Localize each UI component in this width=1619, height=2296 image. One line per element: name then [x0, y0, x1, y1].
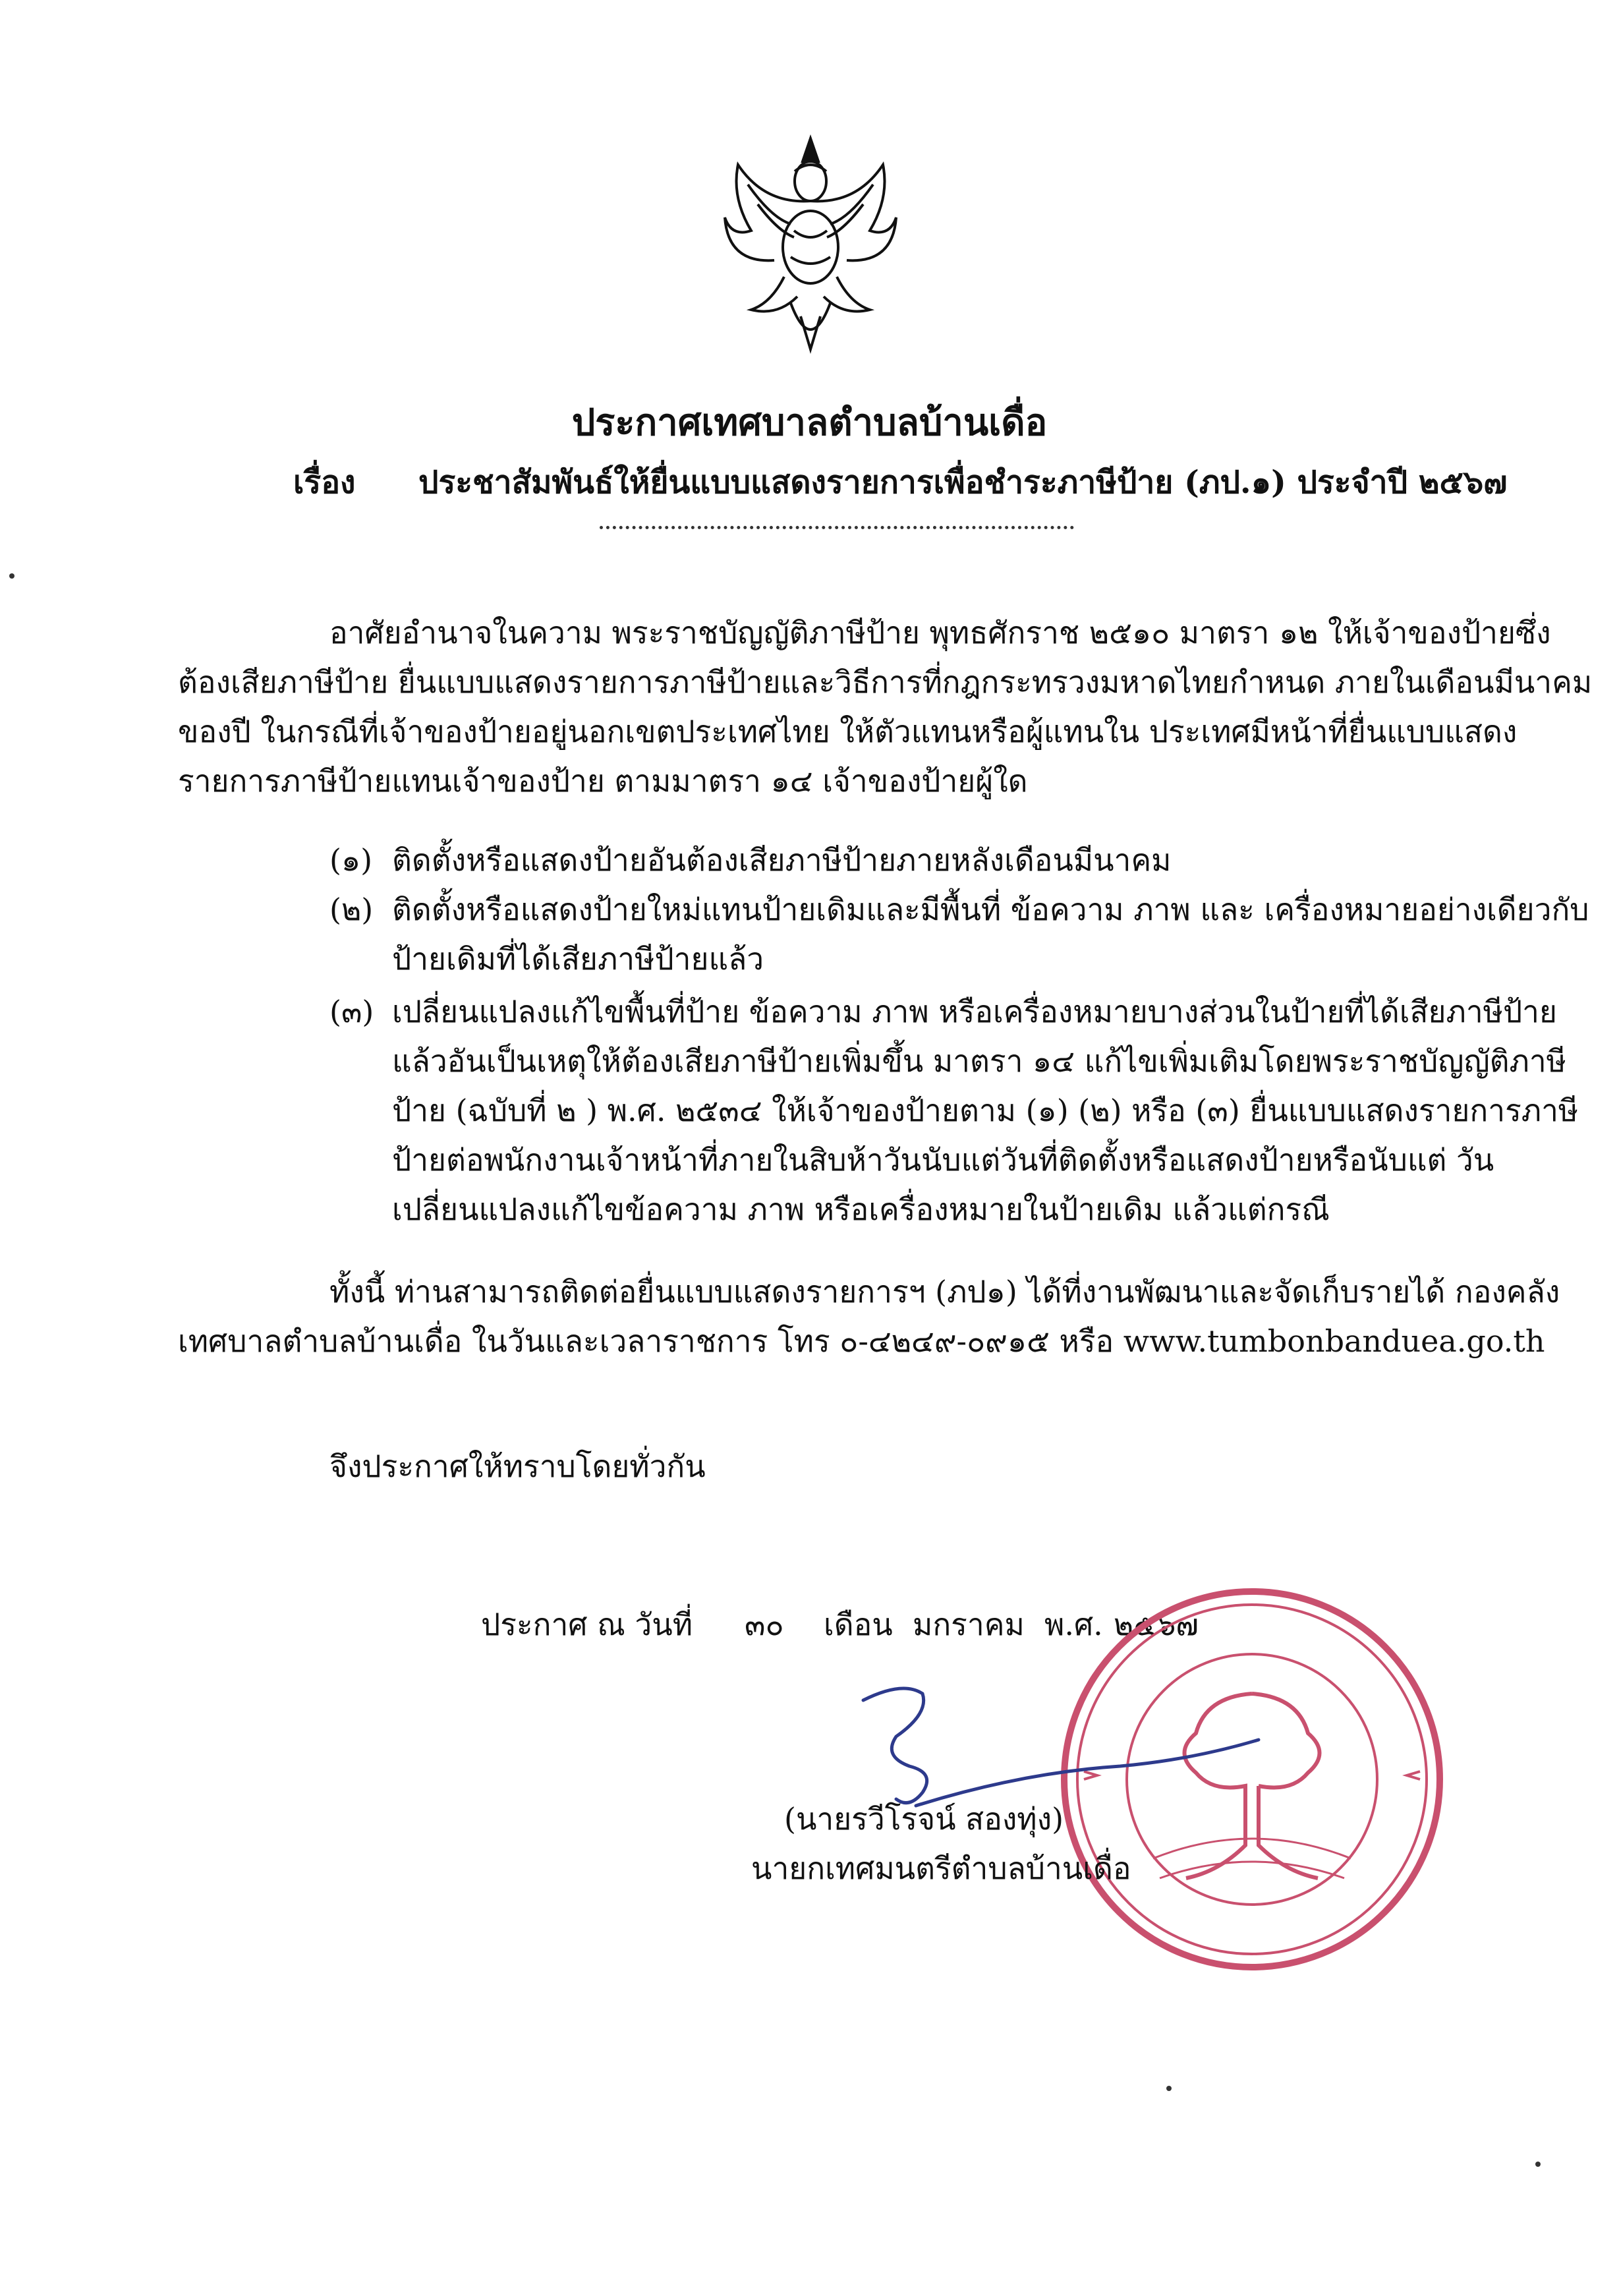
scan-speck: [1535, 2162, 1541, 2167]
scan-speck: [9, 573, 14, 579]
date-month-label: เดือน: [824, 1607, 893, 1642]
intro-line-4: รายการภาษีป้ายแทนเจ้าของป้าย ตามมาตรา ๑๔ เจ้าของป้ายผู้ใด: [178, 763, 1028, 799]
scan-speck: [1166, 2086, 1172, 2091]
item-2-line-1: ติดตั้งหรือแสดงป้ายใหม่แทนป้ายเดิมและมีพื้นที่ ข้อความ ภาพ และ เครื่องหมายอย่างเดียวกับ: [392, 892, 1589, 927]
item-3-line-5: เปลี่ยนแปลงแก้ไขข้อความ ภาพ หรือเครื่องหมายในป้ายเดิม แล้วแต่กรณี: [392, 1191, 1330, 1227]
item-3-line-4: ป้ายต่อพนักงานเจ้าหน้าที่ภายในสิบห้าวันนับแต่วันที่ติดตั้งหรือแสดงป้ายหรือนับแต่ วัน: [392, 1142, 1494, 1178]
item-3-line-3: ป้าย (ฉบับที่ ๒ ) พ.ศ. ๒๕๓๔ ให้เจ้าของป้ายตาม (๑) (๒) หรือ (๓) ยื่นแบบแสดงรายการภาษี: [392, 1093, 1579, 1128]
intro-line-2: ต้องเสียภาษีป้าย ยื่นแบบแสดงรายการภาษีป้ายและวิธีการที่กฎกระทรวงมหาดไทยกำหนด ภายในเดือนมีนาคม: [178, 664, 1593, 700]
intro-line-1: อาศัยอำนาจในความ พระราชบัญญัติภาษีป้าย พุทธศักราช ๒๕๑๐ มาตรา ๑๒ ให้เจ้าของป้ายซึ่ง: [329, 615, 1551, 650]
contact-line-2: เทศบาลตำบลบ้านเดื่อ ในวันและเวลาราชการ โทร ๐-๔๒๔๙-๐๙๑๕ หรือ www.tumbonbanduea.go.th: [178, 1323, 1545, 1359]
item-2-number: (๒): [329, 892, 374, 927]
date-month: มกราคม: [913, 1607, 1025, 1642]
item-3-line-1: เปลี่ยนแปลงแก้ไขพื้นที่ป้าย ข้อความ ภาพ หรือเครื่องหมายบางส่วนในป้ายที่ได้เสียภาษีป้าย: [392, 994, 1557, 1029]
date-day: ๓๐: [745, 1607, 784, 1642]
subject-text: ประชาสัมพันธ์ให้ยื่นแบบแสดงรายการเพื่อชำระภาษีป้าย (ภป.๑) ประจำปี ๒๕๖๗: [418, 464, 1508, 501]
subject-row: [293, 461, 1507, 503]
date-prefix: ประกาศ ณ วันที่: [481, 1607, 693, 1642]
contact-line-1: ทั้งนี้ ท่านสามารถติดต่อยื่นแบบแสดงรายการฯ (ภป๑) ได้ที่งานพัฒนาและจัดเก็บรายได้ กองคลัง: [329, 1274, 1560, 1309]
item-2-line-2: ป้ายเดิมที่ได้เสียภาษีป้ายแล้ว: [392, 941, 764, 977]
item-1-line-1: ติดตั้งหรือแสดงป้ายอันต้องเสียภาษีป้ายภายหลังเดือนมีนาคม: [392, 842, 1172, 878]
closing-text: จึงประกาศให้ทราบโดยทั่วกัน: [329, 1449, 706, 1484]
dotted-divider: [600, 526, 1074, 529]
item-1-number: (๑): [329, 842, 373, 878]
subject-label: เรื่อง: [293, 464, 356, 501]
intro-line-3: ของปี ในกรณีที่เจ้าของป้ายอยู่นอกเขตประเทศไทย ให้ตัวแทนหรือผู้แทนใน ประเทศมีหน้าที่ยื่นแบบแสดง: [178, 714, 1518, 749]
signatory-name: (นายรวีโรจน์ สองทุ่ง): [784, 1801, 1064, 1837]
item-3-number: (๓): [329, 994, 374, 1029]
document-title: ประกาศเทศบาลตำบลบ้านเดื่อ: [571, 401, 1048, 444]
date-year: ๒๕๖๗: [1114, 1607, 1199, 1642]
garuda-emblem-icon: [712, 125, 909, 362]
item-3-line-2: แล้วอันเป็นเหตุให้ต้องเสียภาษีป้ายเพิ่มขึ้น มาตรา ๑๔ แก้ไขเพิ่มเติมโดยพระราชบัญญัติภาษี: [392, 1043, 1567, 1079]
date-year-label: พ.ศ.: [1044, 1607, 1103, 1642]
signatory-position: นายกเทศมนตรีตำบลบ้านเดื่อ: [751, 1851, 1131, 1886]
